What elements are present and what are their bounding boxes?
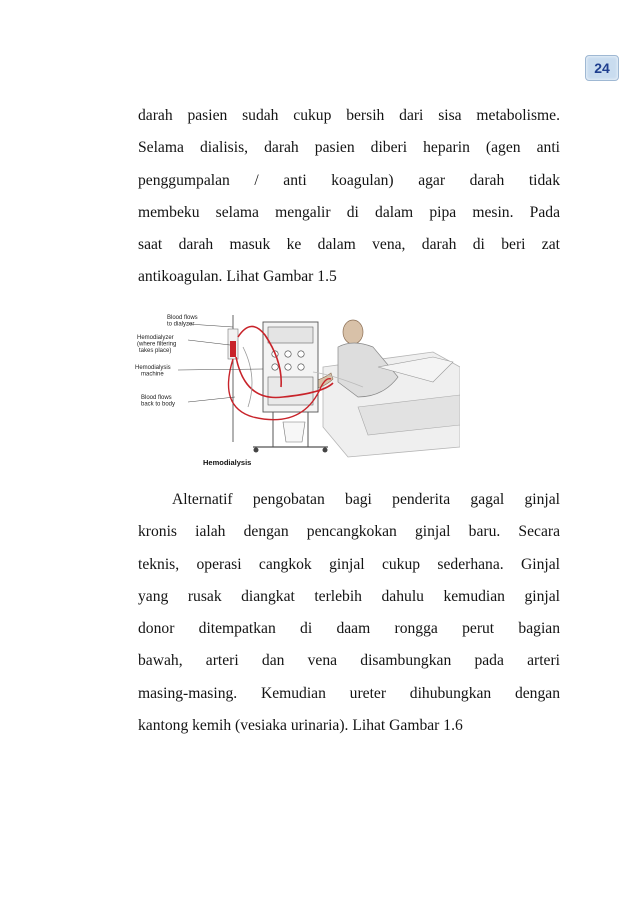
figure-caption: Hemodialysis	[203, 458, 252, 467]
text-line: saat darah masuk ke dalam vena, darah di beri zat	[138, 236, 560, 254]
paragraph-transplant	[138, 484, 560, 742]
text-line: kantong kemih (vesiaka urinaria). Lihat Gambar 1.6	[138, 717, 463, 735]
text-line: kronis ialah dengan pencangkokan ginjal baru. Secara	[138, 523, 560, 541]
text-line: bawah, arteri dan vena disambungkan pada arteri	[138, 652, 560, 670]
text-line: donor ditempatkan di daam rongga perut bagian	[138, 620, 560, 638]
text-line: yang rusak diangkat terlebih dahulu kemudian ginjal	[138, 587, 560, 605]
figure-label-line: back to body	[141, 401, 176, 408]
paragraph-dialysis	[138, 100, 560, 294]
figure-label-line: Blood flows	[167, 315, 198, 321]
figure-label-line: Hemodialyzer	[137, 335, 174, 341]
text-line: antikoagulan. Lihat Gambar 1.5	[138, 268, 337, 286]
hemodialysis-figure	[133, 307, 460, 471]
figure-label-line: Blood flows	[141, 395, 172, 401]
text-line: membeku selama mengalir di dalam pipa mesin. Pada	[138, 203, 560, 221]
figure-label-line: to dialyzer	[167, 321, 195, 328]
figure-label-line: (where filtering	[137, 341, 177, 348]
text-line: penggumpalan / anti koagulan) agar darah tidak	[138, 171, 560, 189]
figure-label-line: Hemodialysis	[135, 365, 171, 371]
text-line: teknis, operasi cangkok ginjal cukup sederhana. Ginjal	[138, 555, 560, 573]
page-number-badge: 24	[585, 55, 619, 81]
figure-label-blood-to-body	[141, 395, 175, 408]
text-line: Selama dialisis, darah pasien diberi heparin (agen anti	[138, 139, 560, 157]
figure-label-line: takes place)	[139, 348, 172, 354]
text-line: masing-masing. Kemudian ureter dihubungkan dengan	[138, 684, 560, 702]
text-line: Alternatif pengobatan bagi penderita gagal ginjal	[172, 491, 560, 508]
text-line: darah pasien sudah cukup bersih dari sisa metabolisme.	[138, 107, 560, 124]
figure-label-line: machine	[141, 371, 164, 378]
